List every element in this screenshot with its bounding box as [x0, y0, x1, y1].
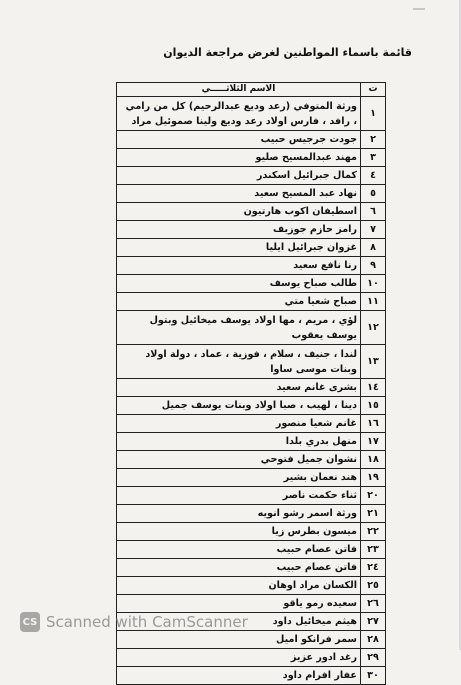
row-number: ١١ [361, 293, 386, 311]
row-name: كمال جبرائيل اسكندر [117, 167, 361, 185]
row-number: ١ [361, 97, 386, 131]
row-number: ٢٢ [361, 523, 386, 541]
row-name: منهل بدري بلدا [117, 433, 361, 451]
table-row [117, 221, 386, 239]
table-row [117, 595, 386, 613]
row-name: غانم شعيا منصور [117, 415, 361, 433]
row-name: ميسون بطرس زيا [117, 523, 361, 541]
table-row [117, 433, 386, 451]
table-row [117, 131, 386, 149]
table-body [117, 97, 386, 685]
row-name: غزوان جبرائيل ايليا [117, 239, 361, 257]
row-number: ٣ [361, 149, 386, 167]
table-row [117, 185, 386, 203]
row-number: ١٣ [361, 345, 386, 379]
row-number: ٢٥ [361, 577, 386, 595]
row-name: اسطيفان اكوب هارتيون [117, 203, 361, 221]
table-row [117, 97, 386, 131]
row-number: ٥ [361, 185, 386, 203]
row-name: مهند عبدالمسيح صليو [117, 149, 361, 167]
row-number: ٢٩ [361, 649, 386, 667]
table-row [117, 149, 386, 167]
row-number: ١٠ [361, 275, 386, 293]
row-name: ورثة المتوفي (رعد وديع عبدالرحيم) كل من رامي ، رافد ، فارس اولاد رعد وديع ولينا صموئيل مراد [117, 97, 361, 131]
row-name: صباح شعيا متي [117, 293, 361, 311]
table-row [117, 379, 386, 397]
row-number: ٢٠ [361, 487, 386, 505]
table-row [117, 257, 386, 275]
row-name: لندا ، جنيف ، سلام ، فوزية ، عماد ، دولة اولاد وبنات موسى ساوا [117, 345, 361, 379]
table-row [117, 415, 386, 433]
row-name: نشوان جميل فتوحي [117, 451, 361, 469]
table-row [117, 451, 386, 469]
row-number: ١٦ [361, 415, 386, 433]
row-number: ٢٣ [361, 541, 386, 559]
row-number: ٢٤ [361, 559, 386, 577]
row-number: ٢ [361, 131, 386, 149]
table-row [117, 487, 386, 505]
row-name: دينا ، لهيب ، صبا اولاد وبنات يوسف جميل [117, 397, 361, 415]
row-number: ٩ [361, 257, 386, 275]
row-number: ١٤ [361, 379, 386, 397]
row-number: ٢١ [361, 505, 386, 523]
row-name: جودت جرجيس حبيب [117, 131, 361, 149]
row-number: ٧ [361, 221, 386, 239]
document-title: قائمة باسماء المواطنين لغرض مراجعة الديوان [163, 46, 412, 59]
table-row [117, 577, 386, 595]
row-name: رنا نافع سعيد [117, 257, 361, 275]
table-row [117, 311, 386, 345]
row-name: سمر فرانكو اميل [117, 631, 361, 649]
table-row [117, 293, 386, 311]
camscanner-watermark [20, 612, 248, 632]
row-name: هند نعمان بشير [117, 469, 361, 487]
row-name: طالب صباح يوسف [117, 275, 361, 293]
row-number: ٢٦ [361, 595, 386, 613]
row-name: نهاد عبد المسيح سعيد [117, 185, 361, 203]
table-header-row [117, 83, 386, 97]
table-row [117, 203, 386, 221]
scan-speck [413, 8, 425, 10]
row-name: رامز حازم جوزيف [117, 221, 361, 239]
row-name: هيثم ميخائيل داود [117, 613, 361, 631]
header-name: الاسم الثلاثـــــي [117, 83, 361, 97]
row-name: لؤي ، مريم ، مها اولاد يوسف ميخائيل وبتول يوسف يعقوب [117, 311, 361, 345]
row-number: ١٧ [361, 433, 386, 451]
table-row [117, 167, 386, 185]
row-name: ثناء حكمت ناصر [117, 487, 361, 505]
row-name: سعيده رمو ياقو [117, 595, 361, 613]
camscanner-logo: CS [20, 612, 40, 632]
table-row [117, 275, 386, 293]
row-number: ٦ [361, 203, 386, 221]
row-number: ٤ [361, 167, 386, 185]
row-number: ١٢ [361, 311, 386, 345]
table-row [117, 631, 386, 649]
table-row [117, 505, 386, 523]
row-name: عفار افرام داود [117, 667, 361, 685]
row-number: ٨ [361, 239, 386, 257]
table-row [117, 345, 386, 379]
row-name: فاتن عصام حبيب [117, 559, 361, 577]
table-row [117, 469, 386, 487]
row-number: ٢٧ [361, 613, 386, 631]
row-number: ٢٨ [361, 631, 386, 649]
row-name: رغد ادور عزيز [117, 649, 361, 667]
row-name: الكسان مراد اوهان [117, 577, 361, 595]
table-row [117, 541, 386, 559]
table-row [117, 397, 386, 415]
row-name: بشرى غانم سعيد [117, 379, 361, 397]
header-number: ت [361, 83, 386, 97]
table-row [117, 667, 386, 685]
watermark-text: Scanned with CamScanner [46, 613, 248, 631]
row-name: فاتن عصام حبيب [117, 541, 361, 559]
citizens-table [116, 82, 386, 685]
row-number: ٣٠ [361, 667, 386, 685]
row-number: ١٩ [361, 469, 386, 487]
row-name: ورثة اسمر رشو انويه [117, 505, 361, 523]
row-number: ١٥ [361, 397, 386, 415]
row-number: ١٨ [361, 451, 386, 469]
table-row [117, 239, 386, 257]
table-row [117, 523, 386, 541]
table-row [117, 649, 386, 667]
table-row [117, 559, 386, 577]
